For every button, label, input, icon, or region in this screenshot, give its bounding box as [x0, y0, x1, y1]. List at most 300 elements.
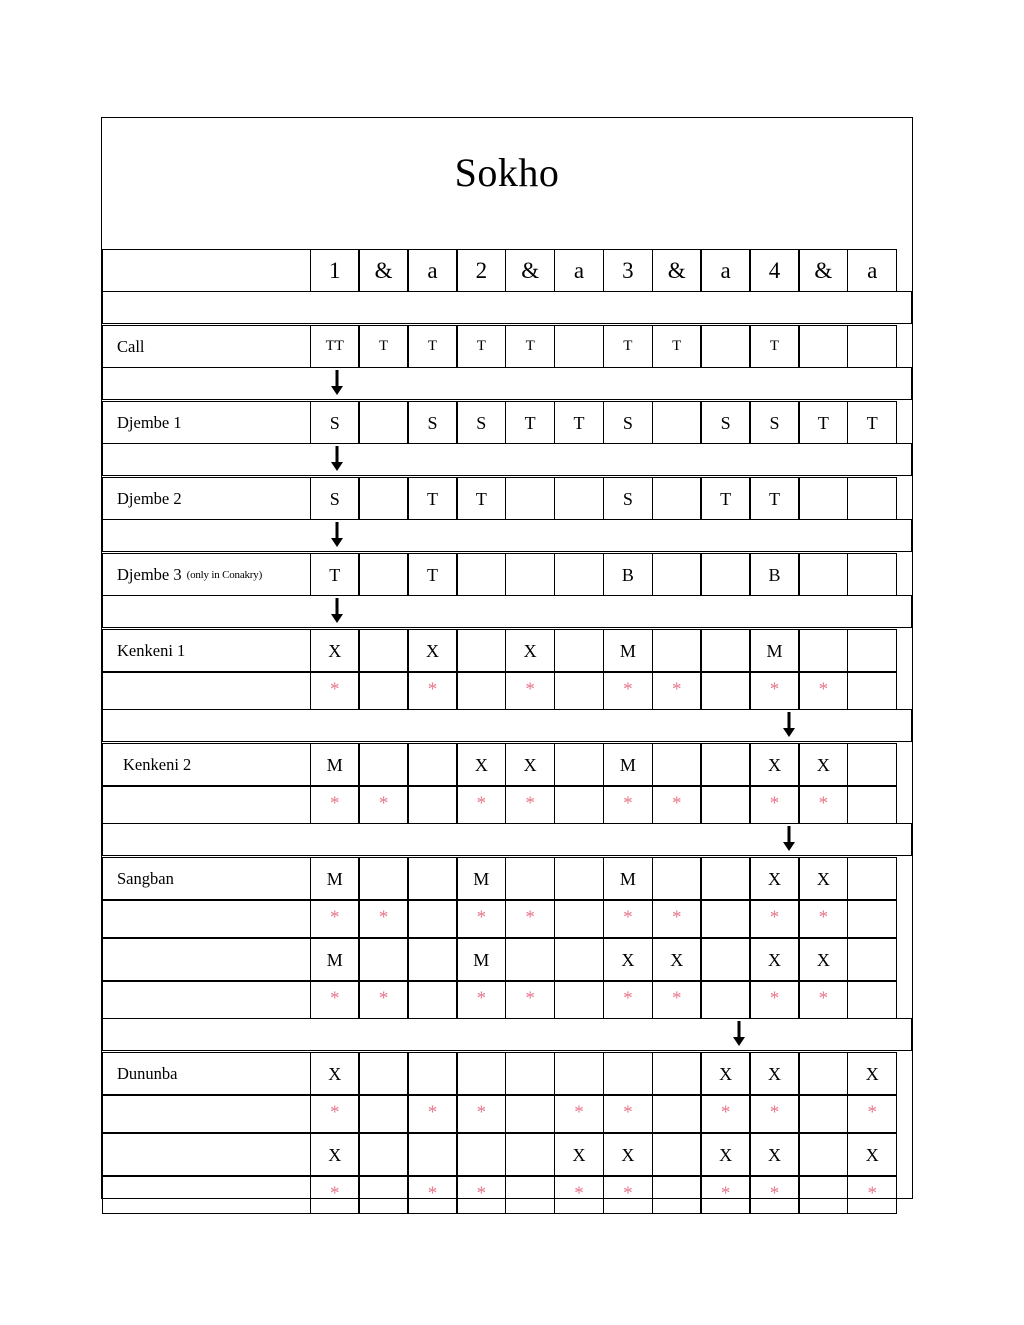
bell-cell: [358, 900, 408, 938]
stroke-cell: [847, 743, 897, 786]
notation-row-call-1: [102, 325, 912, 367]
bell-asterisk-icon: *: [769, 1183, 780, 1204]
bell-cell: [749, 1095, 799, 1133]
stroke-cell: X: [847, 1133, 897, 1176]
notation-row-kenkeni-1-1: [102, 629, 912, 671]
bell-asterisk-icon: *: [720, 1102, 731, 1123]
notation-row-dununba-3: [102, 1133, 912, 1175]
stroke-cell: M: [310, 857, 360, 900]
bell-cell: [652, 1176, 702, 1214]
stroke-cell: [652, 857, 702, 900]
stroke-cell: X: [749, 938, 799, 981]
bell-cell: [456, 672, 506, 710]
part-label-dununba: [102, 1052, 311, 1095]
notation-row-kenkeni-2-2: [102, 786, 912, 823]
page-title: Sokho: [454, 149, 560, 195]
part-label-djembe-1: [102, 401, 311, 444]
bell-cell: [700, 1095, 750, 1133]
bell-asterisk-icon: *: [623, 988, 633, 1009]
stroke-cell: X: [798, 938, 848, 981]
stroke-cell: T: [798, 401, 848, 444]
bell-cell: [847, 786, 897, 824]
bell-cell: [603, 981, 653, 1019]
bell-asterisk-icon: *: [818, 988, 829, 1009]
stroke-cell: [554, 857, 604, 900]
bell-asterisk-icon: *: [867, 1102, 877, 1123]
bell-cell: [554, 1095, 604, 1133]
down-arrow-icon: [331, 522, 344, 548]
stroke-cell: X: [700, 1133, 750, 1176]
bell-cell: [847, 1095, 897, 1133]
stroke-cell: S: [603, 401, 653, 444]
stroke-cell: B: [603, 553, 653, 596]
stroke-cell: [652, 1052, 702, 1095]
stroke-cell: [652, 629, 702, 672]
spacer-row: [102, 519, 912, 552]
bell-cell: [749, 786, 799, 824]
notation-row-kenkeni-1-2: [102, 672, 912, 709]
down-arrow-icon: [331, 370, 344, 396]
stroke-cell: X: [749, 1052, 799, 1095]
stroke-cell: [798, 477, 848, 520]
stroke-cell: X: [310, 1052, 360, 1095]
bell-asterisk-icon: *: [818, 907, 829, 928]
stroke-cell: [407, 1133, 457, 1176]
bell-cell: [749, 900, 799, 938]
bell-asterisk-icon: *: [525, 679, 535, 700]
spacer-row: [102, 1018, 912, 1051]
part-label-spacer: [102, 1133, 311, 1176]
bell-asterisk-icon: *: [329, 1183, 340, 1204]
beat-header-cell-4: 2: [456, 249, 506, 292]
score-sheet: [101, 117, 913, 1204]
bell-cell: [749, 981, 799, 1019]
down-arrow-icon: [733, 1021, 746, 1047]
beat-header-cell-3: a: [407, 249, 457, 292]
bell-cell: [505, 1095, 555, 1133]
bell-asterisk-icon: *: [818, 793, 829, 814]
stroke-cell: [652, 477, 702, 520]
bell-asterisk-icon: *: [476, 1183, 487, 1204]
bell-cell: [358, 672, 408, 710]
stroke-cell: [505, 1052, 555, 1095]
stroke-cell: T: [652, 325, 702, 368]
stroke-cell: T: [554, 401, 604, 444]
title-band: [102, 118, 912, 249]
bell-cell: [358, 1176, 408, 1214]
stroke-cell: X: [652, 938, 702, 981]
notation-row-dununba-1: [102, 1052, 912, 1094]
bell-cell: [603, 1176, 653, 1214]
bell-cell: [798, 900, 848, 938]
stroke-cell: [652, 1133, 702, 1176]
stroke-cell: X: [603, 1133, 653, 1176]
stroke-cell: X: [310, 629, 360, 672]
stroke-cell: [554, 743, 604, 786]
notation-row-sangban-3: [102, 938, 912, 980]
beat-header-cell-6: a: [554, 249, 604, 292]
stroke-cell: [554, 477, 604, 520]
stroke-cell: X: [407, 629, 457, 672]
stroke-cell: T: [603, 325, 653, 368]
bell-cell: [407, 900, 457, 938]
stroke-cell: [652, 743, 702, 786]
bell-cell: [358, 981, 408, 1019]
beat-header-cell-1: 1: [310, 249, 360, 292]
stroke-cell: [847, 325, 897, 368]
stroke-cell: S: [603, 477, 653, 520]
beat-header-cell-11: &: [798, 249, 848, 292]
bell-cell: [554, 672, 604, 710]
bell-asterisk-icon: *: [672, 679, 682, 700]
stroke-cell: [505, 477, 555, 520]
down-arrow-icon: [331, 598, 344, 624]
bell-cell: [407, 672, 457, 710]
bell-asterisk-icon: *: [672, 907, 682, 928]
part-label-text: Dununba: [117, 1063, 178, 1083]
bell-cell: [700, 900, 750, 938]
bell-asterisk-icon: *: [769, 1102, 780, 1123]
stroke-cell: T: [749, 477, 799, 520]
bell-cell: [407, 981, 457, 1019]
stroke-cell: T: [358, 325, 408, 368]
stroke-cell: [407, 1052, 457, 1095]
beat-header-cell-10: 4: [749, 249, 799, 292]
stroke-cell: [798, 325, 848, 368]
bell-cell: [798, 981, 848, 1019]
stroke-cell: S: [407, 401, 457, 444]
part-label-call: [102, 325, 311, 368]
beat-header-cell-7: 3: [603, 249, 653, 292]
bell-cell: [749, 1176, 799, 1214]
part-label-spacer: [102, 672, 311, 710]
stroke-cell: [700, 553, 750, 596]
part-label-text: Djembe 3: [117, 564, 182, 584]
stroke-cell: [407, 857, 457, 900]
notation-row-djembe-2-1: [102, 477, 912, 519]
stroke-cell: [554, 1052, 604, 1095]
bell-asterisk-icon: *: [427, 1102, 438, 1123]
stroke-cell: S: [310, 477, 360, 520]
spacer-row: [102, 443, 912, 476]
bell-cell: [358, 786, 408, 824]
stroke-cell: T: [456, 477, 506, 520]
bell-asterisk-icon: *: [867, 1183, 877, 1204]
stroke-cell: [407, 938, 457, 981]
stroke-cell: S: [310, 401, 360, 444]
stroke-cell: X: [700, 1052, 750, 1095]
stroke-cell: M: [749, 629, 799, 672]
bell-cell: [310, 900, 360, 938]
part-label-kenkeni-2: [102, 743, 311, 786]
bell-asterisk-icon: *: [574, 1102, 584, 1123]
bell-cell: [700, 672, 750, 710]
bell-cell: [700, 981, 750, 1019]
bell-cell: [310, 1095, 360, 1133]
stroke-cell: X: [456, 743, 506, 786]
bell-asterisk-icon: *: [427, 679, 438, 700]
stroke-cell: [358, 553, 408, 596]
down-arrow-icon: [783, 712, 796, 738]
bell-asterisk-icon: *: [818, 679, 829, 700]
spacer-row: [102, 709, 912, 742]
bell-cell: [652, 672, 702, 710]
part-label-text: Djembe 1: [117, 412, 182, 432]
bell-cell: [505, 981, 555, 1019]
part-label-sangban: [102, 857, 311, 900]
notation-row-djembe-3-1: [102, 553, 912, 595]
part-label-kenkeni-1: [102, 629, 311, 672]
bell-cell: [554, 981, 604, 1019]
stroke-cell: S: [700, 401, 750, 444]
spacer-row: [102, 367, 912, 400]
stroke-cell: [358, 477, 408, 520]
stroke-cell: [554, 553, 604, 596]
bell-cell: [310, 981, 360, 1019]
spacer-row: [102, 291, 912, 324]
bell-cell: [603, 1095, 653, 1133]
bell-asterisk-icon: *: [378, 907, 389, 928]
stroke-cell: [358, 1052, 408, 1095]
part-label-spacer: [102, 900, 311, 938]
stroke-cell: M: [603, 857, 653, 900]
stroke-cell: T: [505, 401, 555, 444]
stroke-cell: X: [310, 1133, 360, 1176]
stroke-cell: [700, 743, 750, 786]
bell-asterisk-icon: *: [769, 793, 780, 814]
notation-row-sangban-4: [102, 981, 912, 1018]
bell-cell: [847, 672, 897, 710]
bell-cell: [847, 981, 897, 1019]
part-label-spacer: [102, 938, 311, 981]
notation-grid: [102, 249, 912, 1213]
bell-asterisk-icon: *: [525, 793, 535, 814]
stroke-cell: X: [505, 629, 555, 672]
spacer-row: [102, 595, 912, 628]
part-sublabel-text: (only in Conakry): [186, 568, 263, 581]
bell-cell: [358, 1095, 408, 1133]
stroke-cell: X: [847, 1052, 897, 1095]
part-label-spacer: [102, 786, 311, 824]
stroke-cell: X: [749, 743, 799, 786]
bell-asterisk-icon: *: [329, 1102, 340, 1123]
bell-cell: [652, 981, 702, 1019]
bell-asterisk-icon: *: [525, 907, 535, 928]
down-arrow-icon: [783, 826, 796, 852]
part-label-spacer: [102, 1095, 311, 1133]
bell-asterisk-icon: *: [769, 988, 780, 1009]
bell-cell: [847, 900, 897, 938]
stroke-cell: X: [603, 938, 653, 981]
stroke-cell: T: [456, 325, 506, 368]
bell-cell: [456, 900, 506, 938]
bell-cell: [700, 786, 750, 824]
bell-asterisk-icon: *: [623, 1183, 633, 1204]
stroke-cell: M: [310, 938, 360, 981]
bell-asterisk-icon: *: [329, 679, 340, 700]
notation-row-dununba-2: [102, 1095, 912, 1132]
stroke-cell: T: [505, 325, 555, 368]
bell-cell: [603, 900, 653, 938]
bell-asterisk-icon: *: [769, 679, 780, 700]
bell-cell: [603, 786, 653, 824]
stroke-cell: T: [407, 325, 457, 368]
stroke-cell: [700, 938, 750, 981]
stroke-cell: [847, 857, 897, 900]
stroke-cell: [456, 1052, 506, 1095]
part-label-spacer: [102, 1176, 311, 1214]
stroke-cell: [554, 325, 604, 368]
stroke-cell: [700, 629, 750, 672]
part-label-text: Kenkeni 1: [117, 640, 186, 660]
stroke-cell: B: [749, 553, 799, 596]
bell-cell: [456, 786, 506, 824]
stroke-cell: [700, 325, 750, 368]
beat-header-row: [102, 249, 912, 291]
bell-cell: [310, 786, 360, 824]
bell-cell: [310, 1176, 360, 1214]
bell-cell: [798, 1095, 848, 1133]
bell-asterisk-icon: *: [476, 793, 487, 814]
bell-asterisk-icon: *: [329, 988, 340, 1009]
stroke-cell: [407, 743, 457, 786]
beat-header-cell-12: a: [847, 249, 897, 292]
spacer-row: [102, 823, 912, 856]
stroke-cell: [798, 629, 848, 672]
stroke-cell: [554, 938, 604, 981]
bottom-padding: [102, 1214, 912, 1250]
bell-cell: [847, 1176, 897, 1214]
bell-cell: [407, 786, 457, 824]
bell-cell: [456, 981, 506, 1019]
stroke-cell: [847, 938, 897, 981]
bell-asterisk-icon: *: [672, 988, 682, 1009]
part-label-djembe-3: [102, 553, 311, 596]
bell-cell: [700, 1176, 750, 1214]
stroke-cell: [798, 1133, 848, 1176]
bell-asterisk-icon: *: [769, 907, 780, 928]
bell-asterisk-icon: *: [623, 679, 633, 700]
part-label-text: Kenkeni 2: [123, 754, 192, 774]
part-label-text: Sangban: [117, 868, 174, 888]
stroke-cell: T: [310, 553, 360, 596]
stroke-cell: TT: [310, 325, 360, 368]
stroke-cell: [456, 553, 506, 596]
stroke-cell: [603, 1052, 653, 1095]
stroke-cell: [358, 938, 408, 981]
stroke-cell: T: [407, 477, 457, 520]
stroke-cell: [358, 401, 408, 444]
stroke-cell: M: [456, 857, 506, 900]
bell-cell: [652, 1095, 702, 1133]
bell-asterisk-icon: *: [525, 988, 535, 1009]
stroke-cell: [554, 629, 604, 672]
part-label-spacer: [102, 981, 311, 1019]
bell-cell: [505, 1176, 555, 1214]
part-label-text: Call: [117, 336, 145, 356]
bell-cell: [798, 672, 848, 710]
bell-cell: [603, 672, 653, 710]
stroke-cell: [652, 553, 702, 596]
stroke-cell: [505, 1133, 555, 1176]
stroke-cell: X: [505, 743, 555, 786]
notation-row-djembe-1-1: [102, 401, 912, 443]
stroke-cell: T: [749, 325, 799, 368]
stroke-cell: M: [603, 743, 653, 786]
notation-row-kenkeni-2-1: [102, 743, 912, 785]
stroke-cell: T: [700, 477, 750, 520]
stroke-cell: M: [310, 743, 360, 786]
stroke-cell: [358, 743, 408, 786]
bell-cell: [554, 1176, 604, 1214]
beat-header-cell-8: &: [652, 249, 702, 292]
stroke-cell: M: [603, 629, 653, 672]
bell-cell: [652, 786, 702, 824]
stroke-cell: [456, 1133, 506, 1176]
stroke-cell: X: [749, 1133, 799, 1176]
bell-cell: [554, 900, 604, 938]
bell-cell: [798, 1176, 848, 1214]
bell-cell: [310, 672, 360, 710]
bell-cell: [652, 900, 702, 938]
stroke-cell: [358, 1133, 408, 1176]
bell-asterisk-icon: *: [476, 1102, 487, 1123]
bell-asterisk-icon: *: [623, 907, 633, 928]
stroke-cell: X: [798, 857, 848, 900]
stroke-cell: T: [847, 401, 897, 444]
beat-header-cell-2: &: [358, 249, 408, 292]
bell-cell: [456, 1176, 506, 1214]
stroke-cell: [505, 857, 555, 900]
part-label-text: Djembe 2: [117, 488, 182, 508]
beat-header-label: [102, 249, 311, 292]
bell-asterisk-icon: *: [672, 793, 682, 814]
stroke-cell: S: [456, 401, 506, 444]
stroke-cell: [847, 553, 897, 596]
bell-asterisk-icon: *: [623, 1102, 633, 1123]
stroke-cell: X: [749, 857, 799, 900]
bell-cell: [407, 1095, 457, 1133]
bell-asterisk-icon: *: [623, 793, 633, 814]
stroke-cell: [505, 553, 555, 596]
stroke-cell: S: [749, 401, 799, 444]
stroke-cell: T: [407, 553, 457, 596]
bell-cell: [554, 786, 604, 824]
stroke-cell: [652, 401, 702, 444]
notation-row-sangban-2: [102, 900, 912, 937]
stroke-cell: [847, 629, 897, 672]
stroke-cell: X: [798, 743, 848, 786]
notation-row-dununba-4: [102, 1176, 912, 1213]
bell-asterisk-icon: *: [378, 793, 389, 814]
bell-asterisk-icon: *: [329, 907, 340, 928]
bell-cell: [749, 672, 799, 710]
stroke-cell: X: [554, 1133, 604, 1176]
bell-cell: [505, 900, 555, 938]
down-arrow-icon: [331, 446, 344, 472]
stroke-cell: [456, 629, 506, 672]
bell-asterisk-icon: *: [476, 988, 487, 1009]
bell-asterisk-icon: *: [574, 1183, 584, 1204]
part-label-djembe-2: [102, 477, 311, 520]
stroke-cell: [847, 477, 897, 520]
beat-header-cell-5: &: [505, 249, 555, 292]
stroke-cell: [358, 857, 408, 900]
stroke-cell: [798, 553, 848, 596]
bell-asterisk-icon: *: [329, 793, 340, 814]
bell-cell: [505, 786, 555, 824]
bell-cell: [798, 786, 848, 824]
